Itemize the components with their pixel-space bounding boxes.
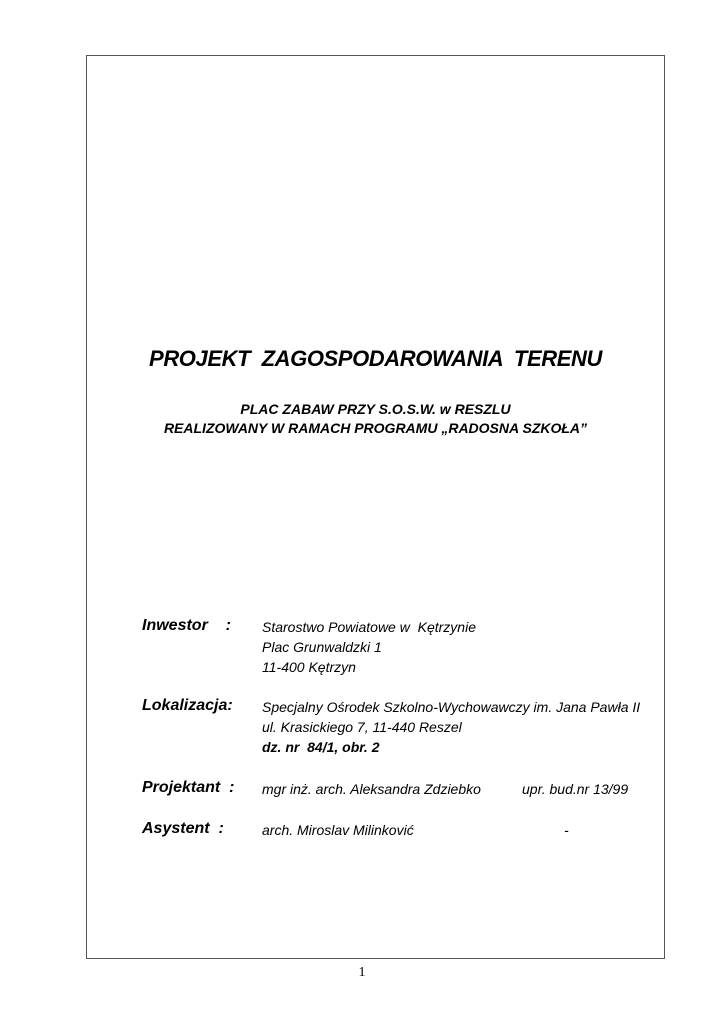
location-plot: dz. nr 84/1, obr. 2	[262, 739, 380, 755]
designer-license: upr. bud.nr 13/99	[522, 781, 629, 797]
subtitle-line-1: PLAC ZABAW PRZY S.O.S.W. w RESZLU	[240, 401, 511, 417]
subtitle-line-2: REALIZOWANY W RAMACH PROGRAMU „RADOSNA SZKOŁA”	[163, 420, 588, 436]
assistant-license: -	[564, 822, 569, 838]
document-title: PROJEKT ZAGOSPODAROWANIA TERENU	[149, 346, 602, 371]
investor-line-3: 11-400 Kętrzyn	[262, 659, 356, 675]
location-line-2: ul. Krasickiego 7, 11-440 Reszel	[262, 719, 462, 735]
page-number: 1	[358, 965, 366, 980]
designer-label: Projektant :	[142, 779, 235, 796]
designer-name: mgr inż. arch. Aleksandra Zdziebko	[262, 781, 481, 797]
investor-line-1: Starostwo Powiatowe w Kętrzynie	[262, 619, 476, 635]
investor-label: Inwestor :	[142, 617, 231, 634]
assistant-name: arch. Miroslav Milinković	[262, 822, 414, 838]
assistant-label: Asystent :	[142, 820, 224, 837]
location-label: Lokalizacja:	[142, 697, 233, 714]
location-line-1: Specjalny Ośrodek Szkolno-Wychowawczy im. Jana Pawła II	[262, 699, 641, 715]
investor-line-2: Plac Grunwaldzki 1	[262, 639, 382, 655]
